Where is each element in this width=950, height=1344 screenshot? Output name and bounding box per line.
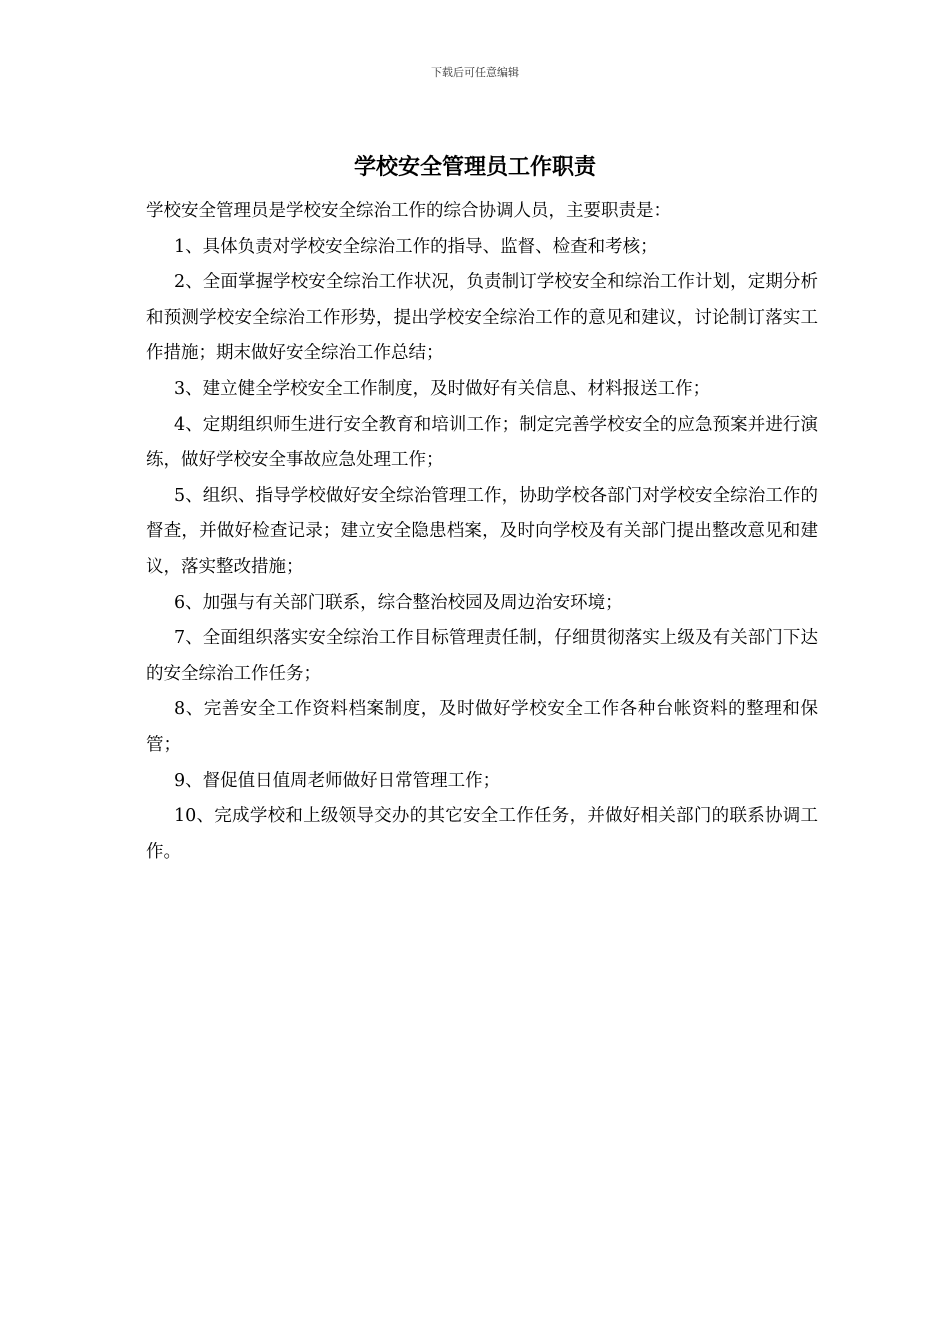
duty-item-1: 1、具体负责对学校安全综治工作的指导、监督、检查和考核； bbox=[174, 236, 658, 257]
duty-item-10: 10、完成学校和上级领导交办的其它安全工作任务，并做好相关部门的联系协调工作。 bbox=[146, 806, 818, 862]
duty-item-5: 5、组织、指导学校做好安全综治管理工作，协助学校各部门对学校安全综治工作的督查，并做好检查记录；建立安全隐患档案，及时向学校及有关部门提出整改意见和建议，落实整改措施； bbox=[146, 485, 818, 577]
duty-item-3: 3、建立健全学校安全工作制度，及时做好有关信息、材料报送工作； bbox=[174, 378, 711, 399]
duty-item-7: 7、全面组织落实安全综治工作目标管理责任制，仔细贯彻落实上级及有关部门下达的安全综治工作任务； bbox=[146, 628, 818, 684]
duty-item-9: 9、督促值日值周老师做好日常管理工作； bbox=[174, 770, 501, 791]
document-body bbox=[146, 194, 818, 870]
duty-item-4: 4、定期组织师生进行安全教育和培训工作；制定完善学校安全的应急预案并进行演练，做好学校安全事故应急处理工作； bbox=[146, 414, 818, 471]
intro-paragraph: 学校安全管理员是学校安全综治工作的综合协调人员，主要职责是： bbox=[146, 201, 671, 221]
duty-item-8: 8、完善安全工作资料档案制度，及时做好学校安全工作各种台帐资料的整理和保管； bbox=[146, 699, 818, 755]
duty-item-2: 2、全面掌握学校安全综治工作状况，负责制订学校安全和综治工作计划，定期分析和预测学校安全综治工作形势，提出学校安全综治工作的意见和建议，讨论制订落实工作措施；期末做好安全综治工作总结； bbox=[146, 272, 818, 364]
duty-item-6: 6、加强与有关部门联系，综合整治校园及周边治安环境； bbox=[174, 592, 623, 613]
document-title: 学校安全管理员工作职责 bbox=[353, 155, 596, 180]
header-note: 下载后可任意编辑 bbox=[431, 66, 519, 79]
